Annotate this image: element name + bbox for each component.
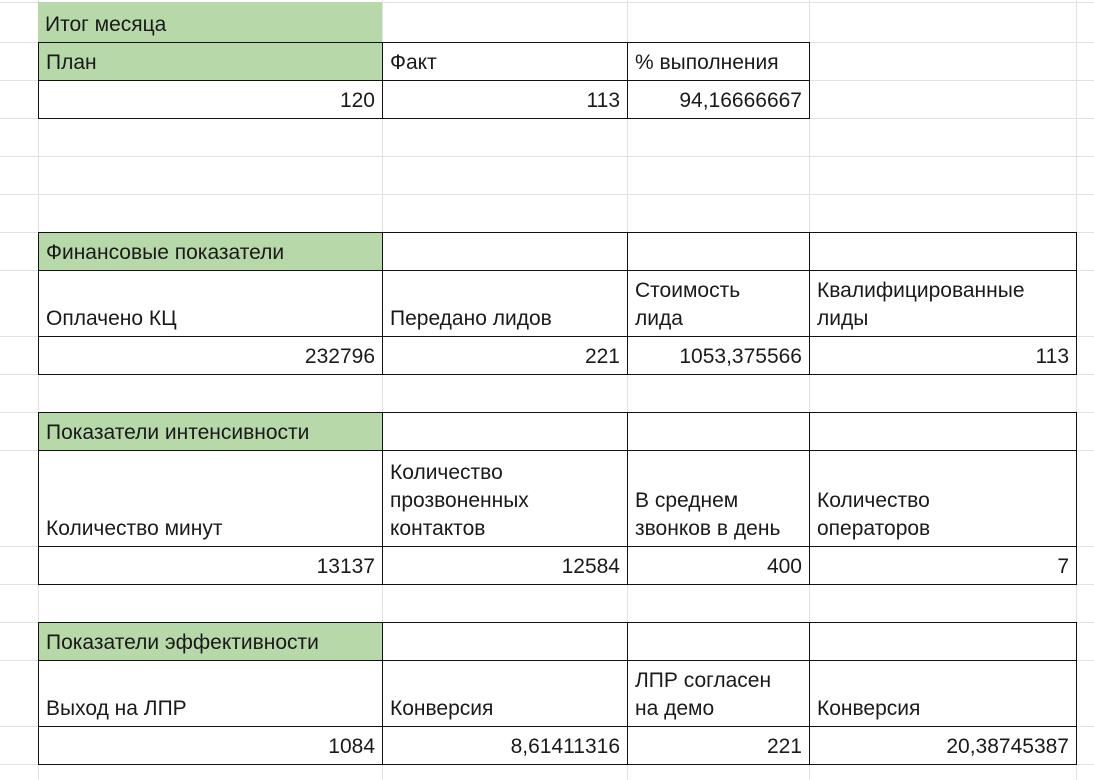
value-cell[interactable] [627,546,810,585]
header-cell-text: В среднем [635,489,739,512]
gridline [0,156,1094,157]
empty-cell[interactable] [809,412,1077,451]
section-title-intensity-text: Показатели интенсивности [46,421,310,444]
section-title-intensity[interactable] [38,412,383,451]
header-cell[interactable] [809,270,1077,337]
value-cell[interactable] [382,336,628,375]
header-cell[interactable] [38,270,383,337]
value-cell[interactable] [382,726,628,765]
value-cell-text: 113 [586,89,620,112]
header-cell[interactable] [809,660,1077,727]
header-cell-text: Выход на ЛПР [46,697,187,720]
empty-cell[interactable] [382,622,628,661]
empty-cell[interactable] [627,232,810,271]
header-cell-text: Передано лидов [390,307,552,330]
value-cell[interactable] [38,80,383,119]
value-cell-text: 1053,375566 [679,345,802,368]
header-cell-text: звонков в день [635,517,781,540]
empty-cell[interactable] [627,622,810,661]
value-cell-text: 7 [1057,555,1069,578]
section-title-financial[interactable] [38,232,383,271]
value-cell[interactable] [809,336,1077,375]
section-title-efficiency[interactable] [38,622,383,661]
value-cell-text: 221 [584,345,620,368]
header-cell-text: ЛПР согласен [635,669,772,692]
header-cell[interactable] [382,42,628,81]
value-cell-text: 12584 [561,555,620,578]
empty-cell[interactable] [809,622,1077,661]
value-cell-text: 1084 [328,735,375,758]
header-cell-text: Факт [390,51,437,74]
header-cell-text: Конверсия [390,697,494,720]
header-cell-text: Количество [817,489,930,512]
header-cell-text: План [46,51,97,74]
header-cell[interactable] [627,450,810,547]
value-cell[interactable] [38,336,383,375]
value-cell-text: 221 [766,735,802,758]
empty-cell[interactable] [382,232,628,271]
value-cell-text: 120 [339,89,375,112]
header-cell-text: Квалифицированные [817,279,1025,302]
value-cell-text: 13137 [316,555,375,578]
value-cell-text: 8,61411316 [510,735,620,758]
header-cell-text: лиды [817,307,869,330]
value-cell[interactable] [809,546,1077,585]
header-cell[interactable] [382,660,628,727]
header-cell-text: Конверсия [817,697,921,720]
value-cell-text: 20,38745387 [946,735,1069,758]
value-cell[interactable] [627,726,810,765]
empty-cell[interactable] [382,412,628,451]
value-cell-text: 94,16666667 [679,89,802,112]
header-cell-text: операторов [817,517,931,540]
header-cell[interactable] [627,270,810,337]
header-cell[interactable] [627,660,810,727]
header-cell-text: Количество минут [46,517,223,540]
value-cell-text: 232796 [304,345,375,368]
value-cell-text: 400 [766,555,802,578]
value-cell[interactable] [627,336,810,375]
header-cell[interactable] [38,450,383,547]
section-title-month-total[interactable] [38,2,382,42]
header-cell-text: Стоимость [635,279,741,302]
header-cell[interactable] [382,270,628,337]
header-cell-text: Количество [390,461,503,484]
header-cell[interactable] [627,42,810,81]
value-cell[interactable] [38,546,383,585]
header-cell-text: контактов [390,517,486,540]
value-cell-text: 113 [1035,345,1069,368]
value-cell[interactable] [809,726,1077,765]
section-title-month-total-text: Итог месяца [45,13,167,36]
value-cell[interactable] [382,80,628,119]
gridline [0,194,1094,195]
header-cell[interactable] [38,660,383,727]
value-cell[interactable] [382,546,628,585]
header-cell[interactable] [809,450,1077,547]
value-cell[interactable] [38,726,383,765]
header-cell-text: прозвоненных [390,489,529,512]
section-title-efficiency-text: Показатели эффективности [46,631,319,654]
empty-cell[interactable] [809,232,1077,271]
value-cell[interactable] [627,80,810,119]
header-cell-text: % выполнения [635,51,779,74]
header-cell-text: на демо [635,697,715,720]
header-cell-text: лида [635,307,683,330]
header-cell[interactable] [382,450,628,547]
section-title-financial-text: Финансовые показатели [46,241,285,264]
header-cell[interactable] [38,42,383,81]
empty-cell[interactable] [627,412,810,451]
header-cell-text: Оплачено КЦ [46,307,177,330]
